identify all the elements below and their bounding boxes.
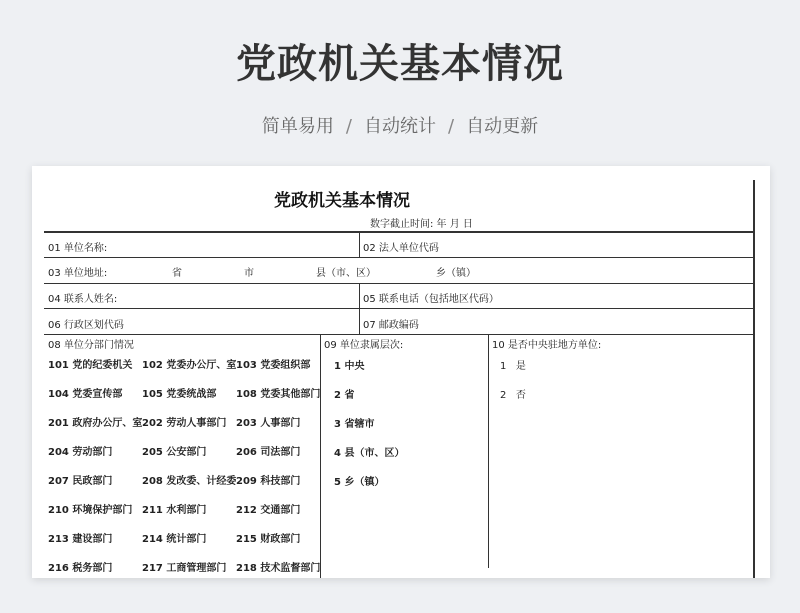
right-border [753, 180, 755, 578]
separator: / [345, 116, 352, 137]
department-item[interactable]: 215 财政部门 [236, 534, 301, 545]
rule [44, 231, 754, 233]
page-title: 党政机关基本情况 [236, 41, 564, 87]
divider [359, 232, 360, 258]
department-item[interactable]: 201 政府办公厅、室 [48, 418, 142, 429]
department-item[interactable]: 205 公安部门 [142, 447, 207, 458]
affiliation-option[interactable]: 1 中央 [334, 361, 365, 372]
department-item[interactable]: 212 交通部门 [236, 505, 301, 516]
department-item[interactable]: 101 党的纪委机关 [48, 360, 133, 371]
departments-header: 08 单位分部门情况 [48, 340, 134, 351]
contact-name-field[interactable]: 04 联系人姓名: [48, 294, 118, 305]
department-item[interactable]: 206 司法部门 [236, 447, 301, 458]
address-field[interactable]: 03 单位地址: [48, 268, 108, 279]
feature-tagline [0, 112, 800, 138]
affiliation-option[interactable]: 5 乡（镇） [334, 477, 385, 488]
affiliation-option[interactable]: 4 县（市、区） [334, 448, 405, 459]
address-province: 省 [172, 268, 182, 279]
department-item[interactable]: 204 劳动部门 [48, 447, 113, 458]
rule [44, 308, 754, 309]
department-item[interactable]: 217 工商管理部门 [142, 563, 227, 574]
address-city: 市 [244, 268, 254, 279]
divider [359, 283, 360, 334]
department-item[interactable]: 203 人事部门 [236, 418, 301, 429]
central-unit-header: 10 是否中央驻地方单位: [492, 340, 602, 351]
affiliation-option[interactable]: 3 省辖市 [334, 419, 375, 430]
department-item[interactable]: 210 环境保护部门 [48, 505, 133, 516]
departments-list [48, 356, 320, 578]
department-item[interactable]: 214 统计部门 [142, 534, 207, 545]
form-sheet [32, 166, 770, 578]
tag-auto-stat: 自动统计 [364, 116, 436, 137]
department-item[interactable]: 211 水利部门 [142, 505, 207, 516]
stat-time-label: 数字截止时间: 年 月 日 [370, 219, 473, 230]
unit-name-field[interactable]: 01 单位名称: [48, 243, 108, 254]
department-item[interactable]: 105 党委统战部 [142, 389, 217, 400]
address-township: 乡（镇） [436, 268, 476, 279]
department-item[interactable]: 207 民政部门 [48, 476, 113, 487]
divider [320, 334, 321, 578]
department-item[interactable]: 209 科技部门 [236, 476, 301, 487]
department-item[interactable]: 202 劳动人事部门 [142, 418, 227, 429]
department-item[interactable]: 216 税务部门 [48, 563, 113, 574]
department-item[interactable]: 104 党委宣传部 [48, 389, 123, 400]
rule [44, 334, 754, 335]
department-item[interactable]: 213 建设部门 [48, 534, 113, 545]
department-item[interactable]: 218 技术监督部门 [236, 563, 320, 574]
tag-auto-update: 自动更新 [466, 116, 539, 137]
legal-code-field[interactable]: 02 法人单位代码 [363, 243, 439, 254]
contact-phone-field[interactable]: 05 联系电话（包括地区代码） [363, 294, 499, 305]
department-item[interactable]: 103 党委组织部 [236, 360, 311, 371]
address-county: 县（市、区） [316, 268, 376, 279]
department-item[interactable]: 102 党委办公厅、室 [142, 360, 236, 371]
affiliation-option[interactable]: 2 省 [334, 390, 355, 401]
separator: / [448, 116, 455, 137]
rule [44, 257, 754, 258]
form-title: 党政机关基本情况 [274, 191, 410, 211]
central-unit-option[interactable]: 1 是 [500, 361, 526, 372]
affiliation-header: 09 单位隶属层次: [324, 340, 404, 351]
divider [488, 334, 489, 568]
rule [44, 283, 754, 284]
central-unit-option[interactable]: 2 否 [500, 390, 526, 401]
postal-code-field[interactable]: 07 邮政编码 [363, 320, 419, 331]
region-code-field[interactable]: 06 行政区划代码 [48, 320, 124, 331]
department-item[interactable]: 108 党委其他部门 [236, 389, 320, 400]
tag-easy: 简单易用 [261, 116, 334, 137]
department-item[interactable]: 208 发改委、计经委 [142, 476, 236, 487]
